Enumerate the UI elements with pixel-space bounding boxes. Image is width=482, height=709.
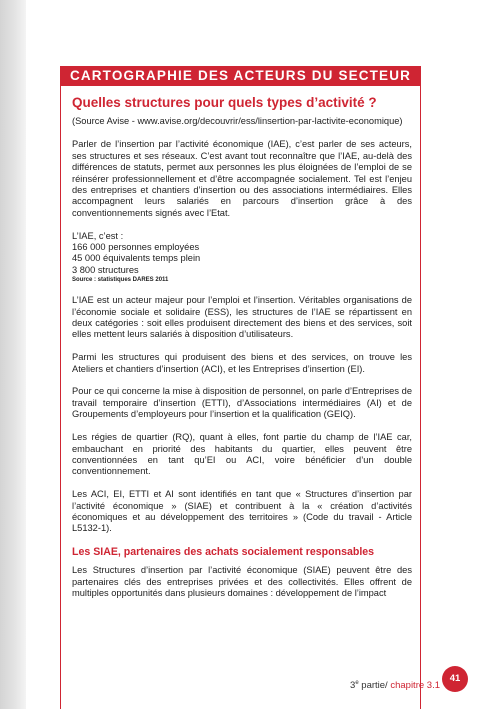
intro-paragraph: Parler de l’insertion par l’activité économique (IAE), c’est parler de ses acteurs, ses structures et ses réseaux. C’est avant tout reconnaître que l’IAE, au-delà des différences de statuts, permet aux personnes les plus éloignées de l’emploi de se réinsérer professionnellement et d’être accompagnée socialement. Tel est l’enjeu des entreprises et chantiers d’insertion ou des associations intermédiaires. Elles accompagnent leurs salariés en parcours d’insertion grâce à des conventionnements signés avec l’Etat.	[72, 139, 412, 218]
page-number: 41	[449, 673, 461, 684]
siae-definition-paragraph: Les ACI, EI, ETTI et AI sont identifiés en tant que « Structures d’insertion par l’activité économique » (SIAE) et contribuent à la « création d’activités économiques et au développement des territoires » (Code du travail - Article L5132-1).	[72, 489, 412, 534]
section-banner-text: CARTOGRAPHIE DES ACTEURS DU SECTEUR	[69, 68, 412, 83]
staffing-structures-paragraph: Pour ce qui concerne la mise à disposition de personnel, on parle d’Entreprises de travail temporaire d’insertion (ETTI), d’Associations intermédiaires (AI) et de Groupements d’employeurs pour l’insertion et la qualification (GEIQ).	[72, 386, 412, 420]
chapter-footer	[350, 680, 440, 691]
subsection-title: Les SIAE, partenaires des achats socialement responsables	[72, 546, 375, 559]
stats-intro: L’IAE, c’est :	[72, 230, 124, 241]
stat-employees: 166 000 personnes employées	[72, 242, 200, 253]
section-title: Quelles structures pour quels types d’activité ?	[72, 95, 377, 110]
iae-role-paragraph: L’IAE est un acteur majeur pour l’emploi et l’insertion. Véritables organisations de l’économie sociale et solidaire (ESS), les structures de l’IAE se répartissent en deux catégories : soit elles produisent directement des biens et des services, soit elles mettent leurs salariés à disposition d’utilisateurs.	[72, 295, 412, 340]
footer-part-number: 3	[350, 680, 356, 692]
section-banner	[60, 66, 421, 86]
regies-quartier-paragraph: Les régies de quartier (RQ), quant à elles, font partie du champ de l’IAE car, embauchant en priorité des habitants du quartier, elles peuvent être conventionnées en tant qu’EI ou ACI, voire bénéficier d’un double conventionnement.	[72, 432, 412, 477]
footer-part-sup: e	[355, 680, 359, 686]
stat-fte: 45 000 équivalents temps plein	[72, 253, 201, 264]
article-body	[72, 95, 412, 611]
stats-block	[72, 231, 412, 286]
page-edge-shadow	[0, 0, 26, 709]
page-number-badge	[442, 666, 468, 692]
footer-part-label: partie/	[358, 680, 388, 692]
producing-structures-paragraph: Parmi les structures qui produisent des biens et des services, on trouve les Ateliers et chantiers d’insertion (ACI), et les Entreprises d’insertion (EI).	[72, 352, 412, 374]
source-reference: (Source Avise - www.avise.org/decouvrir/ess/linsertion-par-lactivite-economique)	[72, 116, 403, 126]
stats-source: Source : statistiques DARES 2011	[72, 277, 169, 284]
footer-chapter: chapitre 3.1	[387, 680, 440, 692]
siae-partners-paragraph: Les Structures d’insertion par l’activité économique (SIAE) peuvent être des partenaires clés des entreprises privées et des collectivités. Elles offrent de multiples opportunités dans plusieurs domaines : développement de l’impact	[72, 565, 412, 598]
stat-structures: 3 800 structures	[72, 264, 139, 275]
